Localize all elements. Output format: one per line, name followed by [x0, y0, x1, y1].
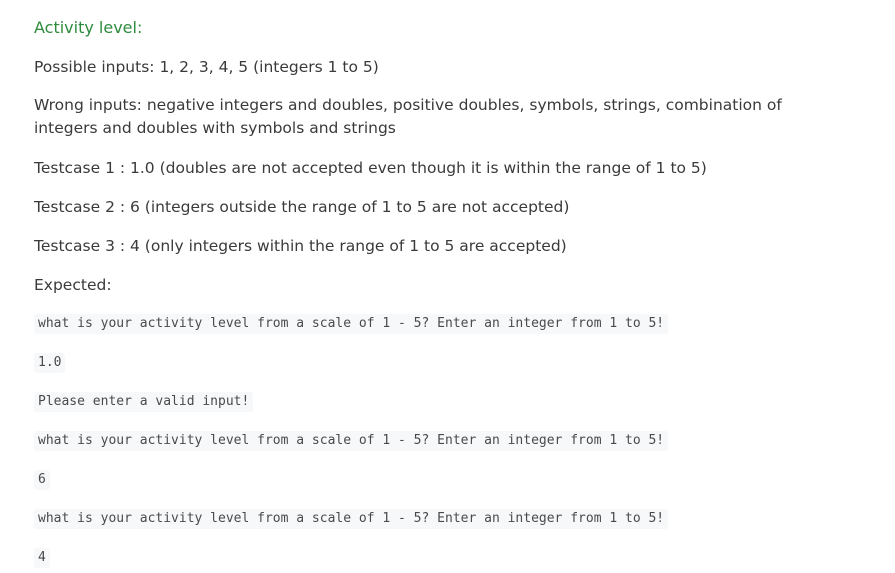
code-input-1: 1.0: [34, 353, 65, 373]
code-input-3: 4: [34, 548, 50, 568]
code-prompt-3: what is your activity level from a scale of 1 - 5? Enter an integer from 1 to 5!: [34, 509, 668, 529]
wrong-inputs-text: Wrong inputs: negative integers and doubles, positive doubles, symbols, strings, combination of integers and doubles with symbols and strings: [34, 96, 782, 137]
testcase-3-text: Testcase 3 : 4 (only integers within the range of 1 to 5 are accepted): [34, 237, 567, 255]
possible-inputs-text: Possible inputs: 1, 2, 3, 4, 5 (integers 1 to 5): [34, 58, 379, 76]
code-prompt-2: what is your activity level from a scale of 1 - 5? Enter an integer from 1 to 5!: [34, 431, 668, 451]
testcase-1-text: Testcase 1 : 1.0 (doubles are not accepted even though it is within the range of 1 to 5): [34, 159, 707, 177]
code-input-2: 6: [34, 470, 50, 490]
section-heading: Activity level:: [34, 18, 143, 37]
testcase-2-text: Testcase 2 : 6 (integers outside the range of 1 to 5 are not accepted): [34, 198, 570, 216]
code-error-1: Please enter a valid input!: [34, 392, 253, 412]
code-prompt-1: what is your activity level from a scale of 1 - 5? Enter an integer from 1 to 5!: [34, 314, 668, 334]
expected-label: Expected:: [34, 276, 112, 294]
